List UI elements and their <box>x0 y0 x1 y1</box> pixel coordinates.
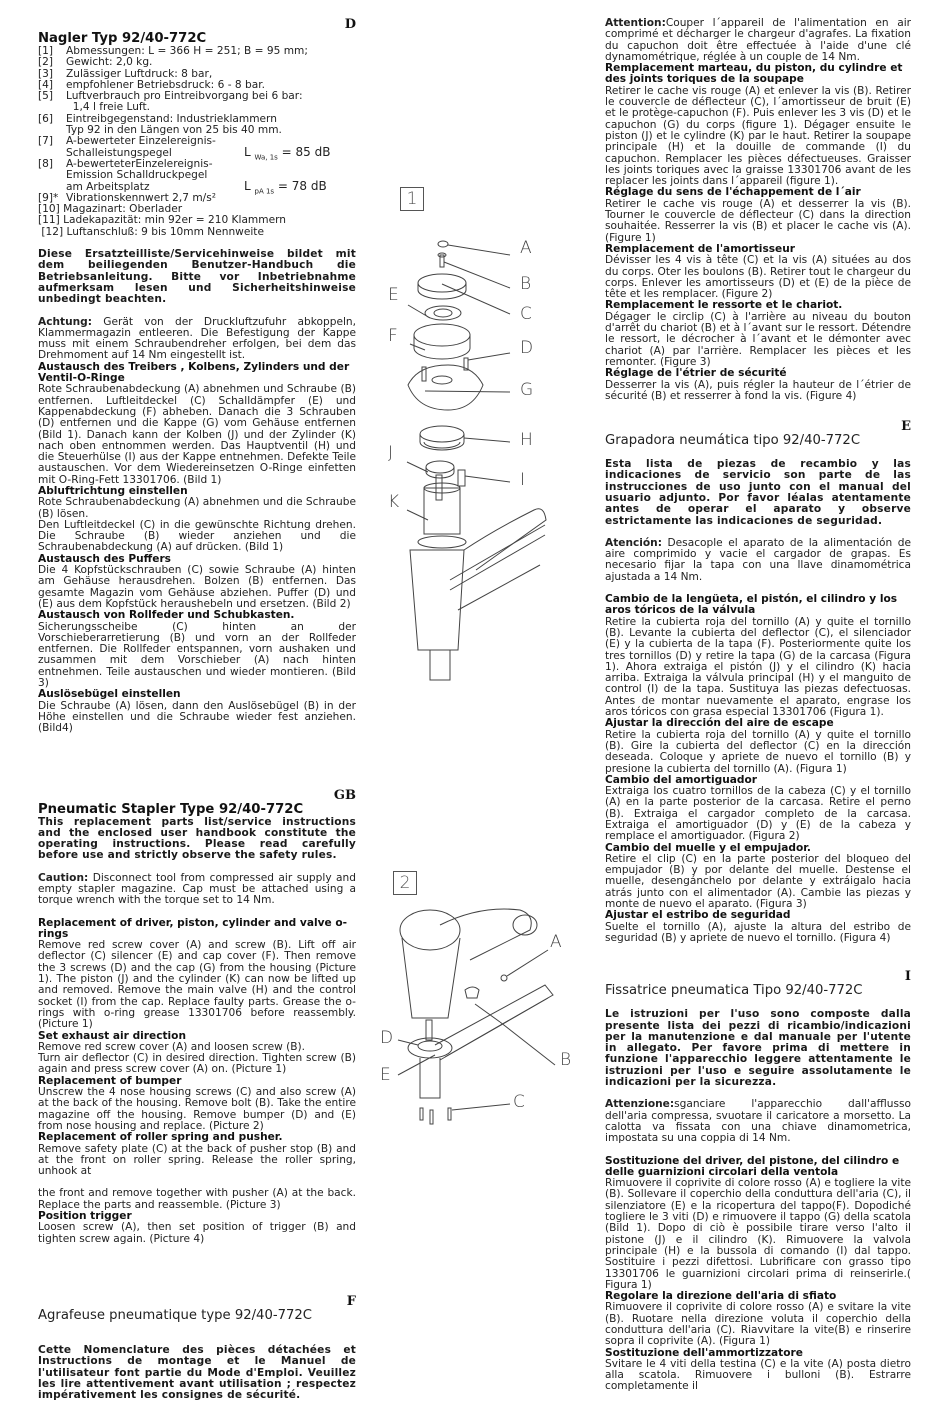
section-body: Retire la cubierta roja del tornillo (A) y quite el tornillo (B). Gire la cubierta del deflector (C) en la dirección deseada. Coloque y apriete de nuevo el tornillo (B) y presione la cubierta del tornillo (A). (Figura 1) <box>605 728 911 775</box>
spec-item: [8] A-bewerteterEinzelereignis- Emission Schalldruckpegel am Arbeitsplatz L $_{pA 1s}$ = 78 dB <box>38 159 356 193</box>
section-body: Remove safety plate (C) at the back of pusher stop (B) and at the front on roller spring. Release the roller spring, unhook at <box>38 1142 356 1178</box>
part-label-e: E <box>388 285 399 305</box>
right-column <box>605 18 911 1393</box>
part-label-c: C <box>520 304 532 324</box>
part-label-b: B <box>560 1050 572 1070</box>
section-heading: Austausch des Treibers , Kolbens, Zylinders und der Ventil-O-Ringe <box>38 360 350 385</box>
intro-f: Cette Nomenclature des pièces détachées et Instructions de montage et le Manuel de l'utilisateur font partie du Mode d'Emploi. Veuillez les lire attentivement avant utilisation ; respectez impérativement les consignes de sécurité. <box>38 1343 356 1401</box>
stapler-illustration <box>380 860 580 1130</box>
spec-item: [12] Luftanschluß: 9 bis 10mm Nennweite <box>41 225 264 238</box>
section-body: Die 4 Kopfstückschrauben (C) sowie Schraube (A) hinten am Gehäuse herausdrehen. Bolzen (B) entfernen. Das gesamte Magazin vom Gehäuse abziehen. Puffer (D) und (E) aus dem Kopfstück heraushebeln und ersetzen. (Bild 2) <box>38 564 356 610</box>
spec-item: [2] Gewicht: 2,0 kg. <box>38 56 153 69</box>
section-body: Rote Schraubenabdeckung (A) abnehmen und Schraube (B) entfernen. Luftleitdeckel (C) Schalldämpfer (E) und Kappenabdeckung (F) abheben. Danach die 3 Schrauben (D) entfernen und die Kappe (G) vom Gehäuse entfernen (Bild 1). Danach kann der Kolben (J) und der Zylinder (K) nach oben entnommen werden. Das Hauptventil (H) und die Steuerhülse (I) aus der Kappe entnehmen. Defekte Teile austauschen. Vor dem Wiedereinsetzen O-Ringe einfetten mit O-Ring-Fett 13301706. (Bild 1) <box>38 383 356 486</box>
section-body: Retire el clip (C) en la parte posterior del bloqueo del empujador (B) y por delante del muelle. Destense el muelle, desengánchelo por delante y extráigalo hacia atrás junto con el alimentador (A). Cambie las piezas y monte de nuevo el aparato. (Figura 3) <box>605 852 911 911</box>
section-body: Extraiga los cuatro tornillos de la cabeza (C) y el tornillo (A) en la parte posterior de la carcasa. Retire el perno (B). Extraiga el cargador completo de la carcasa. Extraiga el amortiguador (D) y (E) de la cabeza y remplace el amortiguador. (Figura 2) <box>605 785 911 843</box>
exploded-view-illustration <box>380 180 580 680</box>
section-body: Retire la cubierta roja del tornillo (A) y quite el tornillo (B). Levante la cubierta del deflector (C), el silenciador (E) y la cubierta de la tapa (F). Posteriormente quite los tres tornillos (D) y retire la tapa (G) de la carcasa (Figura 1). Ahora extraiga el pistón (J) y el cilindro (K) hacia arriba. Extraiga la válvula principal (H) y el manguito de control (I) de la tapa. Sustituya las piezas defectuosas. Antes de montar nuevamente el aparato, engrase los aros tóricos con grasa especial 13301706 (Figura 1). <box>605 615 911 719</box>
section-heading: Sostituzione del driver, del pistone, del cilindro e delle guarnizioni circolari della ventola <box>605 1154 900 1178</box>
section-heading: Replacement of roller spring and pusher. <box>38 1131 283 1144</box>
section-heading: Regolare la direzione dell'aria di sfiato <box>605 1290 837 1303</box>
figure-2 <box>380 860 580 1130</box>
section-body: Desserrer la vis (A), puis régler la hauteur de l´étrier de sécurité (B) et resserrer à fond la vis. (Figure 4) <box>605 378 911 402</box>
intro-gb: This replacement parts list/service instructions and the enclosed user handbook constitute the operating instructions. Please read carefully before use and strictly observe the safety rules. <box>38 815 356 862</box>
part-label-h: H <box>520 430 533 450</box>
spec-item: [11] Ladekapazität: min 92er = 210 Klammern <box>38 214 286 227</box>
part-label-j: J <box>388 443 394 463</box>
section-body: Remove red screw cover (A) and screw (B). Lift off air deflector (C) silencer (E) and cap cover (F). Then remove the 3 screws (D) and the cap (G) from the housing (Picture 1). The piston (J) and the cylinder (K) can now be lifted up and removed. Remove the main valve (H) and the control socket (I) from the cap. Replace faulty parts. Grease the o-rings with o-ring grease 13301706 before reassembly. (Picture 1) <box>38 939 356 1031</box>
figure-number-1: 1 <box>400 187 424 211</box>
part-label-f: F <box>388 326 398 346</box>
section-heading: Cambio de la lengüeta, el pistón, el cilindro y los aros tóricos de la válvula <box>605 593 898 617</box>
spec-item: [10] Magazinart: Oberlader <box>38 203 183 216</box>
section-body: Svitare le 4 viti della testina (C) e la vite (A) posta dietro alla scatola. Rimuovere i bulloni (B). Estrarre completamente il <box>605 1357 911 1393</box>
section-heading: Ajustar el estribo de seguridad <box>605 909 791 922</box>
caution-de: Achtung: Gerät von der Druckluftzufuhr abkoppeln, Klammermagazin entleeren. Die Befestigung der Kappe muss mit einem Schraubendreher erfolgen, bei dem das Drehmoment auf 14 Nm eingestellt ist. <box>38 315 356 362</box>
section-heading: Abluftrichtung einstellen <box>38 484 188 497</box>
caution-gb: Caution: Disconnect tool from compressed air supply and empty stapler magazine. Cap must be attached using a torque wrench with the torque set to 14 Nm. <box>38 871 356 907</box>
section-heading: Auslösebügel einstellen <box>38 688 181 701</box>
title-de: Nagler Typ 92/40-772C <box>38 31 207 46</box>
spec-item: [1] Abmessungen: L = 366 H = 251; B = 95 mm; <box>38 45 308 57</box>
section-body: Turn air deflector (C) in desired direction. Tighten screw (B) again and press screw cover (A) on. (Picture 1) <box>38 1052 356 1076</box>
part-label-d: D <box>520 338 534 358</box>
part-label-d: D <box>380 1028 394 1048</box>
lang-code-de: D <box>344 17 356 32</box>
part-label-i: I <box>520 470 526 490</box>
part-label-b: B <box>520 274 532 294</box>
section-heading: Remplacement de l'amortisseur <box>605 242 796 255</box>
part-label-a: A <box>520 238 532 258</box>
title-f: Agrafeuse pneumatique type 92/40-772C <box>38 1307 312 1323</box>
section-heading: Cambio del amortiguador <box>605 773 757 786</box>
section-heading: Ajustar la dirección del aire de escape <box>605 717 834 730</box>
part-label-c: C <box>513 1092 525 1112</box>
figure-number-2: 2 <box>393 871 417 895</box>
title-i: Fissatrice pneumatica Tipo 92/40-772C <box>605 983 863 999</box>
section-heading: Sostituzione dell'ammortizzatore <box>605 1346 803 1359</box>
spec-list <box>38 46 356 238</box>
section-body: Rimuovere il coprivite di colore rosso (A) e svitare la vite (B). Ruotare nella direzione voluta il coperchio della conduttura dell'aria (C). Riavvitare la vite(B) e rinserire sopra il coprivite (A). (Figura 1) <box>605 1301 911 1348</box>
spec-item: [6] Eintreibgegenstand: Industrieklammern Typ 92 in den Längen von 25 bis 40 mm. <box>38 112 282 137</box>
section-heading: Austausch von Rollfeder und Schubkasten. <box>38 609 295 622</box>
intro-i: Le istruzioni per l'uso sono composte dalla presente lista dei pezzi di ricambio/indicazioni per la manutenzione e dal manuale per l'utente in allegato. Per favore prima di mettere in funzione l'apparecchio leggere attentamente le istruzioni per l'uso e seguire assolutamente le indicazioni per la sicurezza. <box>605 1008 911 1089</box>
section-body: the front and remove together with pusher (A) at the back. Replace the parts and reassemble. (Picture 3) <box>38 1187 356 1211</box>
part-label-e: E <box>380 1065 391 1085</box>
intro-de: Diese Ersatzteilliste/Servicehinweise bildet mit dem beiliegenden Benutzer-Handbuch die Betriebsanleitung. Bitte vor Inbetriebnahme aufmerksam lesen und Sicherheitshinweise unbedingt beachten. <box>38 248 356 306</box>
left-column <box>38 18 356 1401</box>
spec-item: [4] empfohlener Betriebsdruck: 6 - 8 bar. <box>38 78 265 91</box>
section-body: Den Luftleitdeckel (C) in die gewünschte Richtung drehen. Die Schraube (B) wieder anziehen und die Schraubenabdeckung (A) auf drücken. (Bild 1) <box>38 518 356 554</box>
section-body: Rote Schraubenabdeckung (A) abnehmen und die Schraube (B) lösen. <box>38 496 356 520</box>
spec-item: [9]* Vibrationskennwert 2,7 m/s² <box>38 191 216 204</box>
caution-f: Attention:Couper l´appareil de l'alimentation en air comprimé et décharger le chargeur d'agrafes. La fixation du capuchon doit être effectuée à l'aide d'une clé dynamométrique, réglée à un couple de 14 Nm. <box>605 17 911 63</box>
section-body: Rimuovere il coprivite di colore rosso (A) e togliere la vite (B). Sollevare il coperchio della conduttura dell'aria (C), il silenziatore (E) e la ricopertura del tappo(F). Dopodiché togliere le 3 viti (D) e rimuovere il tappo (G) della scatola (Bild 1). Dopo di ciò è possibile tirare verso l'alto il pistone (J) e il cilindro (K). Rimuovere la valvola principale (H) e la bussola di comando (I) dal tappo. Sostituire i pezzi difettosi. Lubrificare con grasso tipo 13301706 le guarnizioni circolari prima di reinserirle.( Figura 1) <box>605 1177 911 1291</box>
section-heading: Austausch des Puffers <box>38 552 171 565</box>
section-body: Sicherungsscheibe (C) hinten an der Vorschieberarretierung (B) und vorn an der Rollfeder entfernen. Die Rollfeder entspannen, vorn aushaken und zusammen mit dem Vorschieber (A) nach hinten entnehmen. Teile austauschen und wieder montieren. (Bild 3) <box>38 620 356 690</box>
section-body: Unscrew the 4 nose housing screws (C) and also screw (A) at the back of the housing. Remove bolt (B). Take the entire magazine off the housing. Remove bumper (D) and (E) from nose housing and replace. (Picture 2) <box>38 1086 356 1132</box>
section-heading: Cambio del muelle y el empujador. <box>605 841 811 854</box>
title-gb: Pneumatic Stapler Type 92/40-772C <box>38 801 304 817</box>
sound-power-value: L $_{Wa, 1s}$ = 85 dB <box>244 145 331 162</box>
section-body: Die Schraube (A) lösen, dann den Auslösebügel (B) in der Höhe einstellen und die Schraube wieder fest anziehen. (Bild4) <box>38 699 356 735</box>
section-body: Dévisser les 4 vis à tête (C) et la vis (A) situées au dos du corps. Oter les boulons (B). Retirer tout le chargeur du corps. Enlever les amortisseurs (D) et (E) de la pièce de tête et les remplacer. (Figure 2) <box>605 254 911 301</box>
section-body: Suelte el tornillo (A), ajuste la altura del estribo de seguridad (B) y apriete de nuevo el tornillo. (Figura 4) <box>605 920 911 944</box>
spec-item: [7] A-bewerteter Einzelereignis- Schalleistungspegel L $_{Wa, 1s}$ = 85 dB <box>38 136 356 159</box>
intro-e: Esta lista de piezas de recambio y las indicaciones de servicio son parte de las instrucciones de uso junto con el manual del usuario adjunto. Por favor léalas atentamente antes de operar el aparato y observe estrictamente las indicaciones de seguridad. <box>605 458 911 527</box>
section-body: Retirer le cache vis rouge (A) et desserrer la vis (B). Tourner le couvercle de déflecteur (C) dans la direction souhaitée. Resserrer la vis (B) et placer le cache vis (A). (Figure 1) <box>605 197 911 244</box>
spec-item: [5] Luftverbrauch pro Eintreibvorgang bei 6 bar: 1,4 l freie Luft. <box>38 90 303 114</box>
section-heading: Set exhaust air direction <box>38 1029 186 1042</box>
section-body: Retirer le cache vis rouge (A) et enlever la vis (B). Retirer le couvercle de déflecteur (C), l´amortisseur de bruit (E) et le protège-capuchon (F). Puis enlever les 3 vis (D) et le capuchon (G) du corps (figure 1). Dégager ensuite le piston (J) et le cylindre (K) par le haut. Retirer la soupape principale (H) et la douille de commande (I) du capuchon. Remplacer les pièces défectueuses. Graisser les joints toriques avec la graisse 13301706 avant de les replacer les joints dans l´appareil (figure 1). <box>605 84 911 188</box>
section-heading: Réglage du sens de l'échappement de l´air <box>605 186 861 199</box>
section-heading: Replacement of driver, piston, cylinder and valve o-rings <box>38 916 348 940</box>
section-heading: Replacement of bumper <box>38 1074 182 1087</box>
section-body: Remove red screw cover (A) and loosen screw (B). <box>38 1040 306 1053</box>
sound-pressure-value: L $_{pA 1s}$ = 78 dB <box>244 178 327 196</box>
lang-code-gb: GB <box>333 787 356 803</box>
part-label-g: G <box>520 380 534 400</box>
part-label-k: K <box>388 492 400 512</box>
lang-code-e: E <box>901 419 911 435</box>
spec-item: [3] Zulässiger Luftdruck: 8 bar, <box>38 67 213 80</box>
section-heading: Réglage de l'étrier de sécurité <box>605 367 787 380</box>
section-body: Loosen screw (A), then set position of trigger (B) and tighten screw again. (Picture 4) <box>38 1221 356 1245</box>
caution-e: Atención: Desacople el aparato de la alimentación de aire comprimido y vacie el cargador de grapas. Es necesario fijar la tapa con una llave dinamométrica ajustada a 14 Nm. <box>605 536 911 583</box>
section-heading: Remplacement le ressorte et le chariot. <box>605 299 843 312</box>
section-body: Dégager le circlip (C) à l'arrière au niveau du bouton d'arrêt du chariot (B) et à l´avant sur le ressort. Détendre le ressort, le décrocher à l´avant et le démonter avec chariot (A) par l'arrière. Remplacer les pièces et les remonter. (Figure 3) <box>605 310 911 368</box>
caution-i: Attenzione:sganciare l'apparecchio dall'afflusso dell'aria compressa, svuotare il caricatore a morsetto. La calotta va fissata con una chiave dinamometrica, impostata su una coppia di 14 Nm. <box>605 1098 911 1145</box>
section-heading: Remplacement marteau, du piston, du cylindre et des joints toriques de la soupape <box>605 62 903 86</box>
title-e: Grapadora neumática tipo 92/40-772C <box>605 433 861 449</box>
figure-1 <box>380 180 580 680</box>
section-heading: Position trigger <box>38 1210 132 1223</box>
part-label-a: A <box>550 932 562 952</box>
lang-code-f: F <box>346 1293 356 1309</box>
lang-code-i: I <box>904 969 911 985</box>
